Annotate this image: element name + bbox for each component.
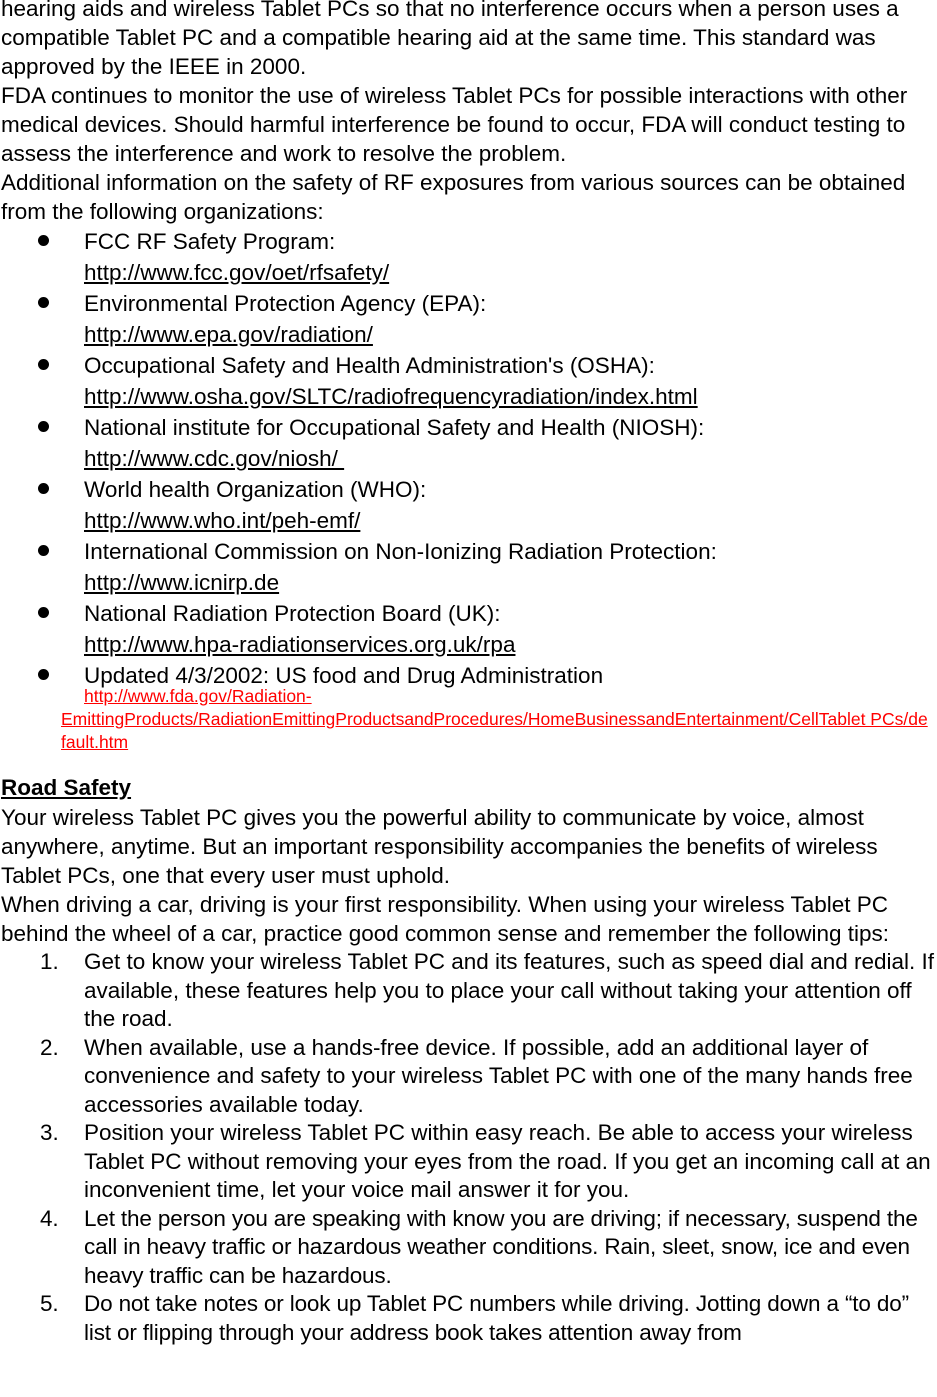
list-item: [0, 1034, 937, 1120]
tip-text: When available, use a hands-free device. If possible, add an additional layer of convenience and safety to your wireless Tablet PC with one of the many hands free accessories available today.: [84, 1034, 913, 1117]
fcc-link[interactable]: http://www.fcc.gov/oet/rfsafety/: [84, 260, 390, 285]
intro-paragraph-hearing-aids: hearing aids and wireless Tablet PCs so that no interference occurs when a person uses a compatible Tablet PC and a compatible hearing aid at the same time. This standard was approved by the IEEE in 2000.: [1, 0, 899, 79]
org-label: Occupational Safety and Health Administration's (OSHA):: [84, 353, 655, 378]
list-item-icnirp: [0, 536, 937, 598]
fda-link-line1: http://www.fda.gov/Radiation-: [84, 686, 312, 706]
bullet-icon: [38, 297, 49, 308]
intro-paragraph-additional-info: Additional information on the safety of RF exposures from various sources can be obtained from the following organizations:: [1, 170, 906, 224]
list-item: [0, 948, 937, 1034]
org-label: National institute for Occupational Safety and Health (NIOSH):: [84, 415, 705, 440]
intro-paragraph-fda-monitoring: FDA continues to monitor the use of wireless Tablet PCs for possible interactions with other medical devices. Should harmful interference be found to occur, FDA will conduct testing to assess the interference and work to resolve the problem.: [1, 83, 908, 166]
tip-number: 3.: [40, 1120, 59, 1145]
list-item-niosh: [0, 412, 937, 474]
bullet-icon: [38, 483, 49, 494]
tip-text: Position your wireless Tablet PC within easy reach. Be able to access your wireless Tablet PC without removing your eyes from the road. If you get an incoming call at an inconvenient time, let your voice mail answer it for you.: [84, 1120, 931, 1202]
list-item: [0, 1290, 937, 1347]
fda-link-line2: EmittingProducts/RadiationEmittingProductsandProcedures/HomeBusinessandEntertainment/CellTablet PCs/default.htm: [61, 709, 928, 752]
list-item-osha: [0, 350, 937, 412]
driving-tips-list: [0, 948, 937, 1347]
icnirp-link[interactable]: http://www.icnirp.de: [84, 570, 280, 595]
who-link[interactable]: http://www.who.int/peh-emf/: [84, 508, 361, 533]
org-label: Updated 4/3/2002: US food and Drug Administration: [84, 663, 604, 688]
tip-text: Get to know your wireless Tablet PC and its features, such as speed dial and redial. If available, these features help you to place your call without taking your attention off the road.: [84, 949, 935, 1031]
tip-number: 4.: [40, 1205, 59, 1231]
niosh-link[interactable]: http://www.cdc.gov/niosh/: [84, 446, 345, 471]
bullet-icon: [38, 669, 49, 680]
tip-number: 1.: [40, 949, 59, 974]
hpa-link[interactable]: http://www.hpa-radiationservices.org.uk/rpa: [84, 632, 516, 657]
organizations-list: [0, 226, 937, 691]
list-item-fcc: [0, 226, 937, 288]
section-heading-road-safety: Road Safety: [1, 775, 132, 800]
road-safety-paragraph-intro: Your wireless Tablet PC gives you the powerful ability to communicate by voice, almost anywhere, anytime. But an important responsibility accompanies the benefits of wireless Tablet PCs, one that every user must uphold.: [1, 805, 878, 888]
bullet-icon: [38, 607, 49, 618]
org-label: FCC RF Safety Program:: [84, 229, 336, 254]
bullet-icon: [38, 235, 49, 246]
tip-number: 2.: [40, 1034, 59, 1060]
list-item: [0, 1205, 937, 1291]
list-item: [0, 1119, 937, 1205]
osha-link[interactable]: http://www.osha.gov/SLTC/radiofrequencyradiation/index.html: [84, 384, 698, 409]
tip-text: Do not take notes or look up Tablet PC numbers while driving. Jotting down a “to do” list or flipping through your address book takes attention away from: [84, 1291, 909, 1345]
road-safety-paragraph-driving: When driving a car, driving is your first responsibility. When using your wireless Tablet PC behind the wheel of a car, practice good common sense and remember the following tips:: [1, 892, 890, 946]
tip-text: Let the person you are speaking with know you are driving; if necessary, suspend the call in heavy traffic or hazardous weather conditions. Rain, sleet, snow, ice and even heavy traffic can be hazardous.: [84, 1205, 918, 1288]
list-item-nrpb: [0, 598, 937, 660]
org-label: International Commission on Non-Ionizing Radiation Protection:: [84, 539, 717, 564]
list-item-who: [0, 474, 937, 536]
fda-link[interactable]: [0, 685, 937, 754]
bullet-icon: [38, 421, 49, 432]
list-item-fda: [0, 660, 937, 691]
org-label: National Radiation Protection Board (UK):: [84, 601, 501, 626]
list-item-epa: [0, 288, 937, 350]
org-label: World health Organization (WHO):: [84, 477, 427, 502]
tip-number: 5.: [40, 1291, 59, 1316]
bullet-icon: [38, 545, 49, 556]
org-label: Environmental Protection Agency (EPA):: [84, 291, 487, 316]
bullet-icon: [38, 359, 49, 370]
epa-link[interactable]: http://www.epa.gov/radiation/: [84, 322, 373, 347]
